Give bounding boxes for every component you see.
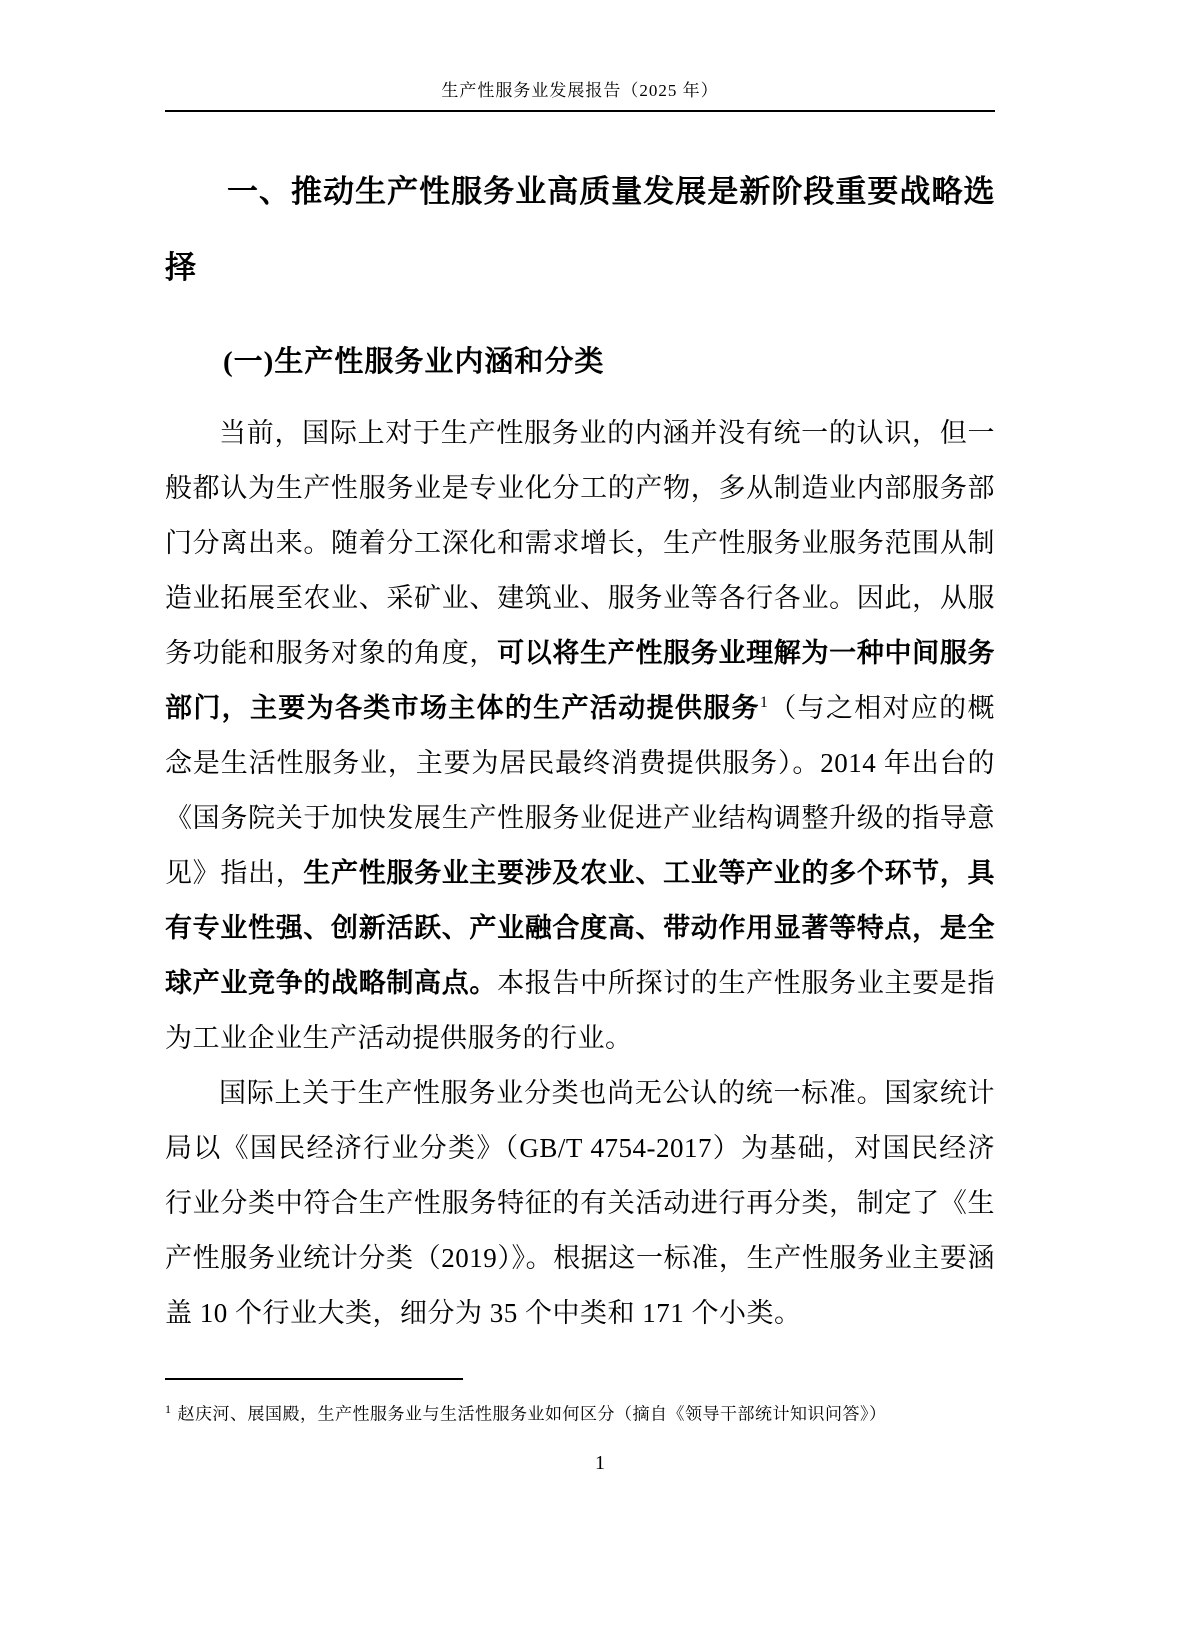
paragraph-1-run-4-bold: 生产性服务业主要涉及农业、工业等产业的多个环节，具有专业性强、创新活跃、产业融合度高、带动作用显著等特点，是全球产业竞争的战略制高点。 xyxy=(165,858,996,998)
page-header: 生产性服务业发展报告（2025 年） xyxy=(165,76,995,112)
paragraph-2: 国际上关于生产性服务业分类也尚无公认的统一标准。国家统计局以《国民经济行业分类》（GB/T 4754-2017）为基础，对国民经济行业分类中符合生产性服务特征的有关活动进行再分类，制定了《生产性服务业统计分类（2019）》。根据这一标准，生产性服务业主要涵盖 10 个行业大类，细分为 35 个中类和 171 个小类。 xyxy=(165,1078,995,1328)
section-heading: 一、推动生产性服务业高质量发展是新阶段重要战略选择 xyxy=(165,174,995,285)
paragraph-1-run-0: 当前，国际上对于生产性服务业的内涵并没有统一的认识，但一般都认为生产性服务业是专业化分工的产物，多从制造业内部服务部门分离出来。随着分工深化和需求增长，生产性服务业服务范围从制造业拓展至农业、采矿业、建筑业、服务业等各行各业。因此，从服务功能和服务对象的角度， xyxy=(165,418,995,668)
subsection-heading: (一)生产性服务业内涵和分类 xyxy=(223,346,605,378)
page-number: 1 xyxy=(595,1452,605,1474)
footnote-separator xyxy=(165,1378,463,1380)
paragraph-1-run-3: （与之相对应的概念是生活性服务业，主要为居民最终消费提供服务）。2014 年出台的《国务院关于加快发展生产性服务业促进产业结构调整升级的指导意见》指出， xyxy=(165,693,996,888)
paragraph-1-run-5: 本报告中所探讨的生产性服务业主要是指为工业企业生产活动提供服务的行业。 xyxy=(165,968,996,1053)
paragraph-1-run-1-bold: 可以将生产性服务业理解为一种中间服务部门，主要为各类市场主体的生产活动提供服务 xyxy=(165,638,996,723)
footnote-text: 赵庆河、展国殿，生产性服务业与生活性服务业如何区分（摘自《领导干部统计知识问答》） xyxy=(177,1404,887,1424)
footnote xyxy=(165,1396,1005,1428)
paragraph-1 xyxy=(165,406,995,1066)
footnote-reference-1: 1 xyxy=(759,694,769,711)
footnote-marker: 1 xyxy=(165,1402,172,1416)
